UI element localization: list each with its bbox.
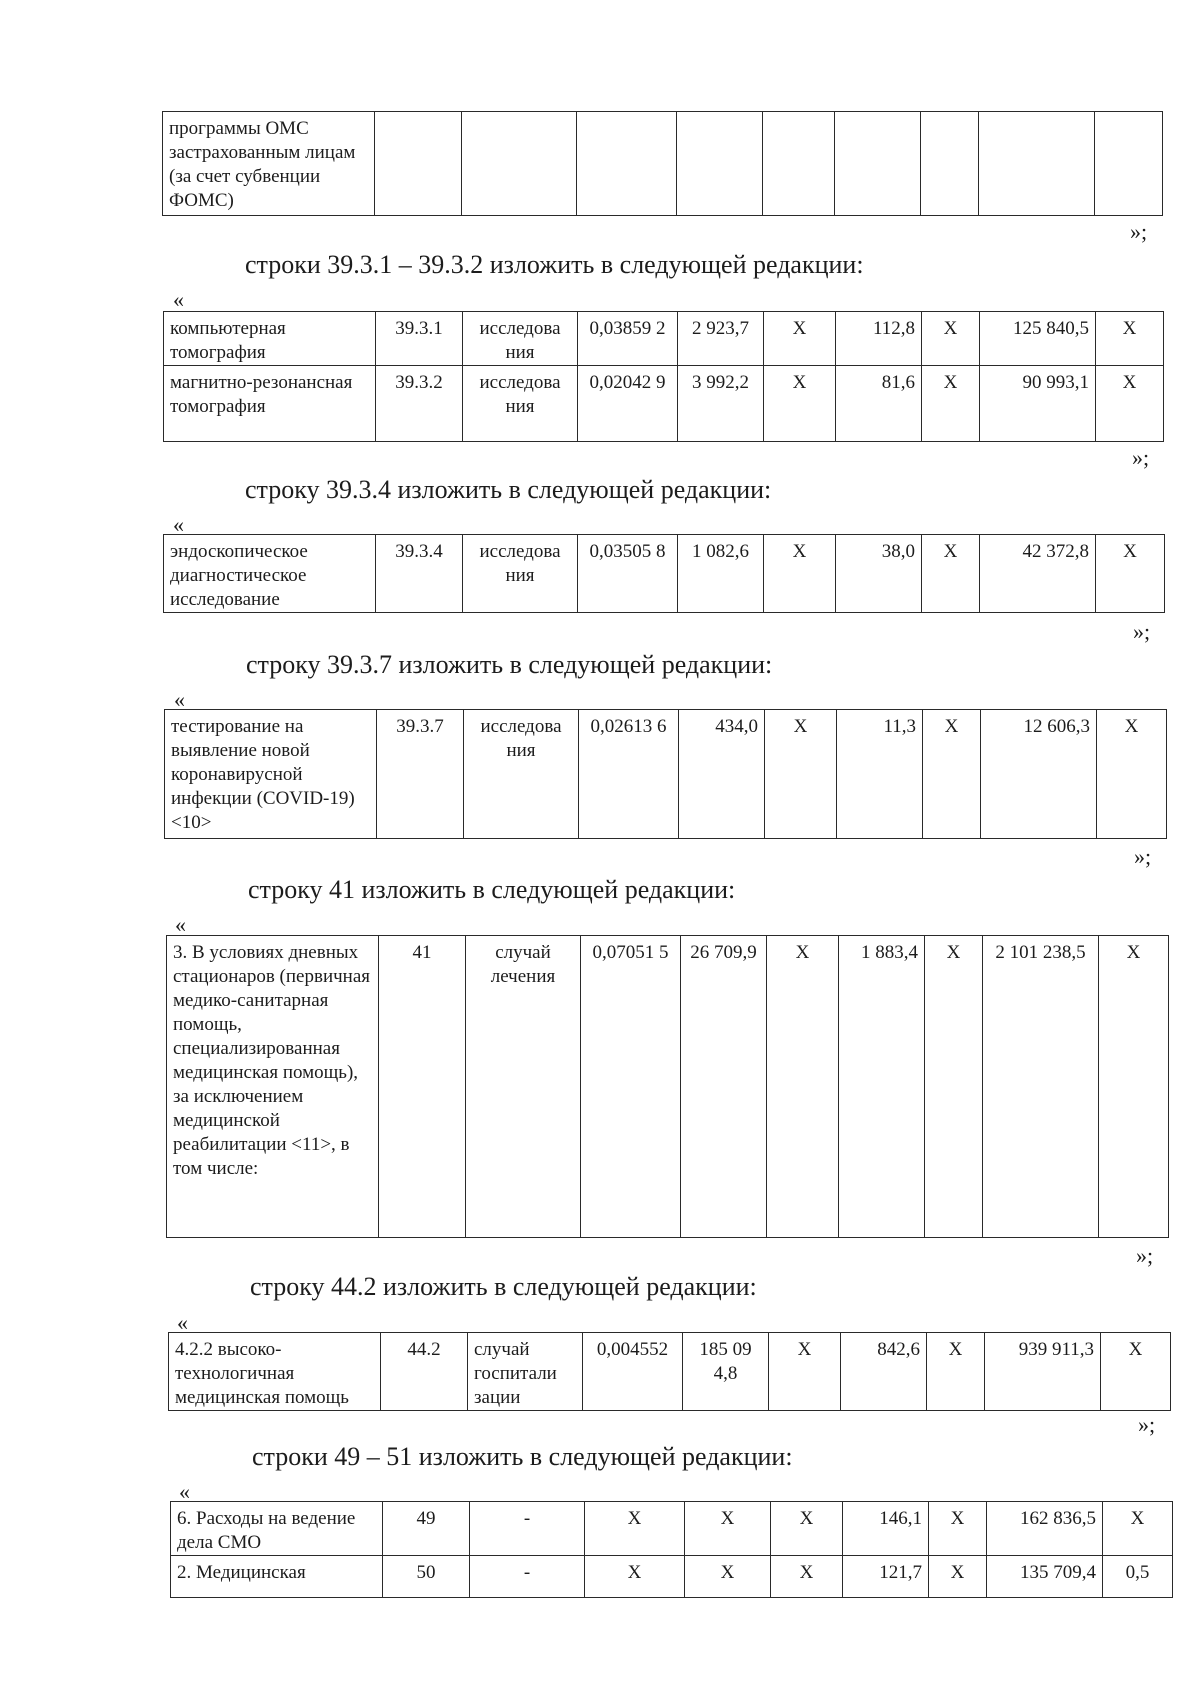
cell-line: 39.3.7: [377, 710, 464, 839]
cell-volume: 0,004552: [583, 1333, 683, 1411]
cell-col6: Х: [771, 1556, 843, 1598]
cell-volume: 0,02042 9: [578, 366, 678, 442]
cell-col9: 125 840,5: [980, 312, 1096, 366]
table-row: [169, 1333, 1171, 1411]
cell-col8: Х: [923, 710, 981, 839]
cell-col9: 42 372,8: [980, 535, 1096, 613]
cell-volume: 0,07051 5: [581, 936, 681, 1238]
table-row: [171, 1556, 1173, 1598]
cell-col8: Х: [922, 535, 980, 613]
cell-col6: [763, 112, 835, 216]
cell-name: 2. Медицинская: [171, 1556, 383, 1598]
table-section-44-2: [168, 1332, 1171, 1411]
opening-quote: «: [175, 912, 186, 937]
cell-name: 4.2.2 высоко-технологичная медицинская помощь: [169, 1333, 381, 1411]
cell-col8: Х: [922, 312, 980, 366]
table-row: [164, 535, 1165, 613]
cell-col9: 162 836,5: [987, 1502, 1103, 1556]
cell-name: компьютерная томография: [164, 312, 376, 366]
table-section-41: [166, 935, 1169, 1238]
cell-col10: Х: [1097, 710, 1167, 839]
cell-col8: Х: [925, 936, 983, 1238]
cell-volume: 0,02613 6: [579, 710, 679, 839]
cell-name: программы ОМС застрахованным лицам (за счет субвенции ФОМС): [163, 112, 375, 216]
section-heading: строку 39.3.4 изложить в следующей редакции:: [245, 475, 772, 504]
cell-col9: 2 101 238,5: [983, 936, 1099, 1238]
cell-unit: [462, 112, 577, 216]
cell-line: 39.3.4: [376, 535, 463, 613]
cell-name: тестирование на выявление новой коронавирусной инфекции (COVID-19) <10>: [165, 710, 377, 839]
cell-volume: 0,03859 2: [578, 312, 678, 366]
cell-col7: 38,0: [836, 535, 922, 613]
cell-unit: исследова ния: [463, 312, 578, 366]
cell-cost: 1 082,6: [678, 535, 764, 613]
cell-name: магнитно-резонансная томография: [164, 366, 376, 442]
cell-unit: исследова ния: [463, 535, 578, 613]
cell-cost: Х: [685, 1556, 771, 1598]
opening-quote: «: [179, 1479, 190, 1504]
section-heading: строку 41 изложить в следующей редакции:: [248, 875, 736, 904]
cell-col10: 0,5: [1103, 1556, 1173, 1598]
cell-volume: Х: [585, 1556, 685, 1598]
cell-name: 6. Расходы на ведение дела СМО: [171, 1502, 383, 1556]
cell-col8: Х: [929, 1502, 987, 1556]
cell-col10: Х: [1103, 1502, 1173, 1556]
cell-col7: 112,8: [836, 312, 922, 366]
table-row: [164, 366, 1164, 442]
cell-line: 44.2: [381, 1333, 468, 1411]
cell-unit: -: [470, 1502, 585, 1556]
table-row: [165, 710, 1167, 839]
cell-line: 49: [383, 1502, 470, 1556]
table-section-39-3-7: [164, 709, 1167, 839]
cell-volume: Х: [585, 1502, 685, 1556]
cell-line: [375, 112, 462, 216]
opening-quote: «: [173, 287, 184, 312]
cell-col9: 90 993,1: [980, 366, 1096, 442]
cell-volume: [577, 112, 677, 216]
cell-col7: [835, 112, 921, 216]
opening-quote: «: [177, 1310, 188, 1335]
section-heading: строки 49 – 51 изложить в следующей редакции:: [252, 1442, 793, 1471]
cell-name: 3. В условиях дневных стационаров (первичная медико-санитарная помощь, специализированная медицинская помощь), за исключением медицинской реабилитации <11>, в том числе:: [167, 936, 379, 1238]
cell-col9: 135 709,4: [987, 1556, 1103, 1598]
cell-col7: 842,6: [841, 1333, 927, 1411]
section-heading: строку 39.3.7 изложить в следующей редакции:: [246, 650, 773, 679]
table-section-39-3-1: [163, 311, 1164, 442]
cell-col6: Х: [765, 710, 837, 839]
cell-cost: 434,0: [679, 710, 765, 839]
cell-cost: 26 709,9: [681, 936, 767, 1238]
cell-col9: [979, 112, 1095, 216]
table-section-39-3-4: [163, 534, 1165, 613]
cell-col10: Х: [1096, 366, 1164, 442]
cell-col7: 121,7: [843, 1556, 929, 1598]
table-continuation: [162, 111, 1163, 216]
cell-col7: 11,3: [837, 710, 923, 839]
cell-col8: [921, 112, 979, 216]
table-row: [164, 312, 1164, 366]
cell-cost: Х: [685, 1502, 771, 1556]
cell-col6: Х: [769, 1333, 841, 1411]
cell-cost: 3 992,2: [678, 366, 764, 442]
cell-col10: [1095, 112, 1163, 216]
opening-quote: «: [174, 687, 185, 712]
cell-col8: Х: [922, 366, 980, 442]
section-heading: строки 39.3.1 – 39.3.2 изложить в следующей редакции:: [245, 250, 864, 279]
cell-col6: Х: [764, 535, 836, 613]
cell-col9: 939 911,3: [985, 1333, 1101, 1411]
table-row: [171, 1502, 1173, 1556]
cell-line: 39.3.1: [376, 312, 463, 366]
closing-quote: »;: [1138, 1412, 1156, 1437]
cell-col10: Х: [1099, 936, 1169, 1238]
cell-col6: Х: [771, 1502, 843, 1556]
cell-col8: Х: [927, 1333, 985, 1411]
cell-unit: случай лечения: [466, 936, 581, 1238]
cell-unit: исследова ния: [464, 710, 579, 839]
cell-col10: Х: [1096, 312, 1164, 366]
closing-quote: »;: [1130, 219, 1148, 244]
cell-col10: Х: [1101, 1333, 1171, 1411]
table-row: [167, 936, 1169, 1238]
cell-col6: Х: [767, 936, 839, 1238]
closing-quote: »;: [1132, 445, 1150, 470]
cell-unit: случай госпитали зации: [468, 1333, 583, 1411]
cell-line: 39.3.2: [376, 366, 463, 442]
cell-cost: [677, 112, 763, 216]
cell-col7: 1 883,4: [839, 936, 925, 1238]
cell-col8: Х: [929, 1556, 987, 1598]
closing-quote: »;: [1136, 1243, 1154, 1268]
closing-quote: »;: [1134, 844, 1152, 869]
cell-col7: 81,6: [836, 366, 922, 442]
cell-col6: Х: [764, 312, 836, 366]
cell-volume: 0,03505 8: [578, 535, 678, 613]
cell-cost: 185 09 4,8: [683, 1333, 769, 1411]
cell-cost: 2 923,7: [678, 312, 764, 366]
cell-line: 50: [383, 1556, 470, 1598]
cell-col6: Х: [764, 366, 836, 442]
closing-quote: »;: [1133, 619, 1151, 644]
cell-line: 41: [379, 936, 466, 1238]
cell-col10: Х: [1096, 535, 1165, 613]
table-section-49-51: [170, 1501, 1173, 1598]
opening-quote: «: [173, 512, 184, 537]
section-heading: строку 44.2 изложить в следующей редакции:: [250, 1272, 757, 1301]
cell-col9: 12 606,3: [981, 710, 1097, 839]
table-row: [163, 112, 1163, 216]
cell-unit: исследова ния: [463, 366, 578, 442]
cell-unit: -: [470, 1556, 585, 1598]
cell-name: эндоскопическое диагностическое исследование: [164, 535, 376, 613]
cell-col7: 146,1: [843, 1502, 929, 1556]
